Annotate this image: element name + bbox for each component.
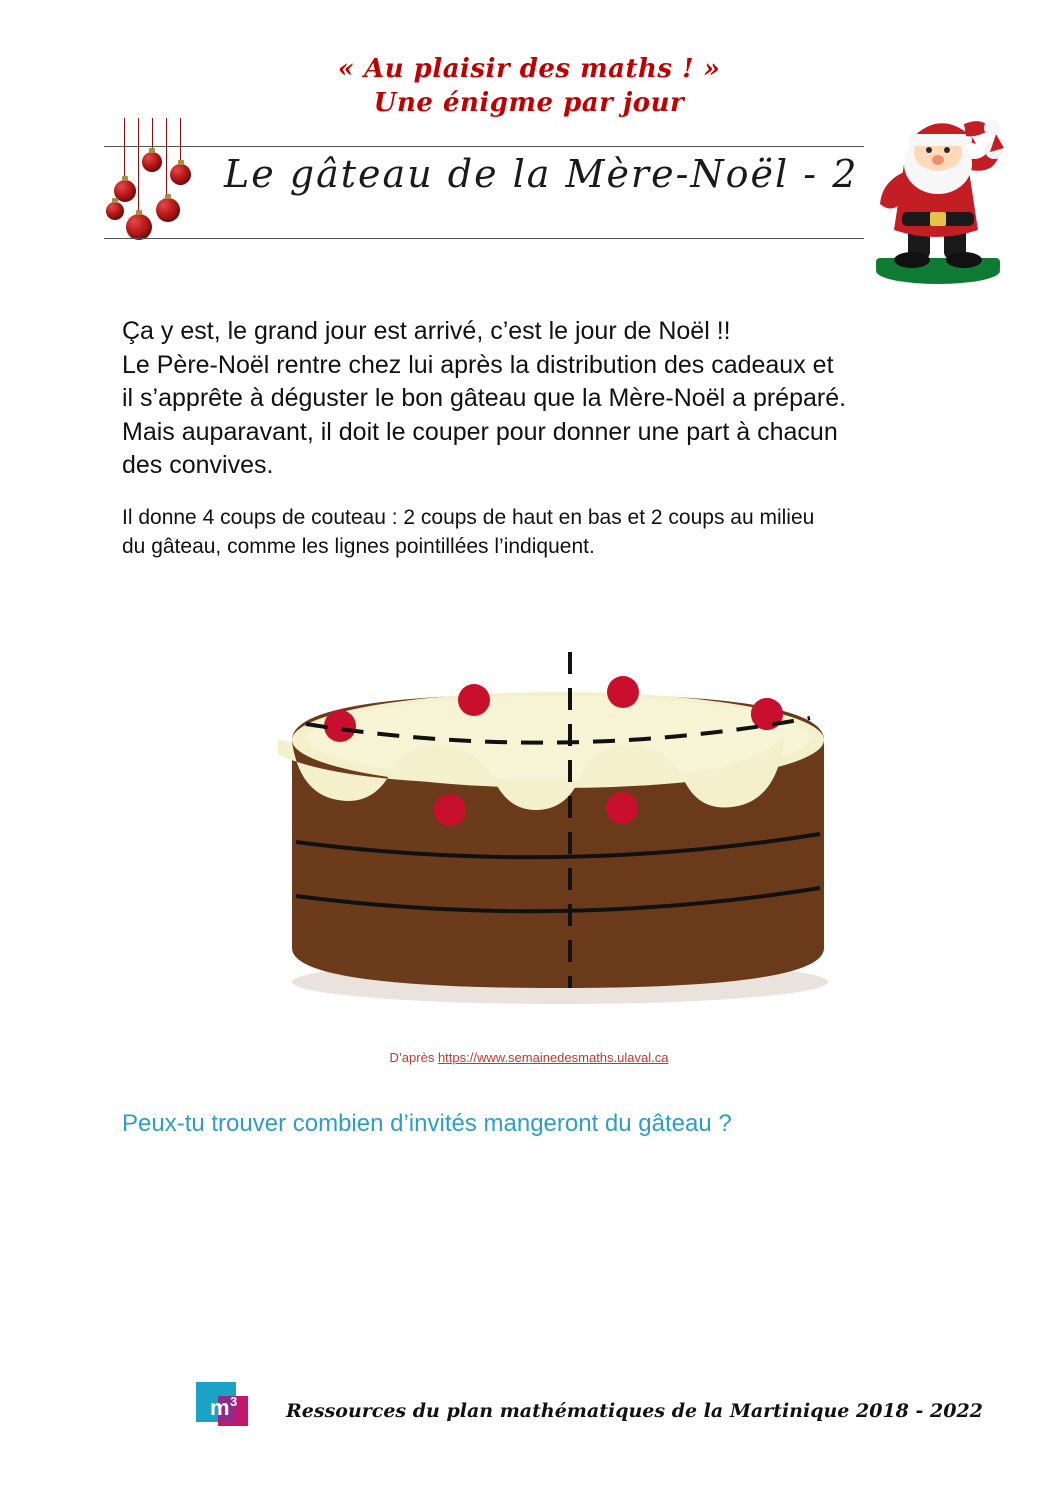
intro-line-3: il s’apprête à déguster le bon gâteau que la Mère-Noël a préparé. bbox=[122, 384, 847, 412]
cuts-paragraph bbox=[122, 503, 952, 561]
banner bbox=[104, 138, 864, 246]
cuts-line-1: Il donne 4 coups de couteau : 2 coups de haut en bas et 2 coups au milieu bbox=[122, 506, 815, 529]
credit-link[interactable]: https://www.semainedesmaths.ulaval.ca bbox=[437, 1050, 669, 1065]
cuts-line-2: du gâteau, comme les lignes pointillées l’indiquent. bbox=[122, 535, 595, 558]
intro-line-5: des convives. bbox=[122, 451, 274, 479]
cake-illustration bbox=[278, 630, 838, 1020]
image-credit bbox=[0, 1050, 1058, 1065]
banner-rule-top bbox=[104, 146, 864, 147]
svg-text:3: 3 bbox=[230, 1394, 238, 1409]
question-text: Peux-tu trouver combien d’invités mangeront du gâteau ? bbox=[122, 1110, 732, 1137]
page-title: Le gâteau de la Mère-Noël - 2 bbox=[224, 152, 859, 196]
footer-text: Ressources du plan mathématiques de la Martinique 2018 - 2022 bbox=[286, 1400, 983, 1422]
slogan-line-1: « Au plaisir des maths ! » bbox=[337, 54, 721, 84]
page-header bbox=[0, 0, 1058, 300]
intro-line-2: Le Père-Noël rentre chez lui après la distribution des cadeaux et bbox=[122, 350, 834, 379]
page-footer bbox=[0, 1382, 1058, 1452]
credit-prefix: D’après bbox=[389, 1050, 438, 1065]
slogan-line-2: Une énigme par jour bbox=[373, 88, 685, 118]
intro-line-4: Mais auparavant, il doit le couper pour donner une part à chacun bbox=[122, 417, 838, 446]
svg-text:m: m bbox=[210, 1395, 230, 1420]
santa-claus-icon bbox=[846, 108, 1026, 288]
banner-rule-bottom bbox=[104, 238, 864, 239]
intro-paragraph bbox=[122, 315, 952, 483]
m3-logo-icon bbox=[196, 1382, 262, 1436]
intro-line-1: Ça y est, le grand jour est arrivé, c’est le jour de Noël !! bbox=[122, 317, 731, 345]
